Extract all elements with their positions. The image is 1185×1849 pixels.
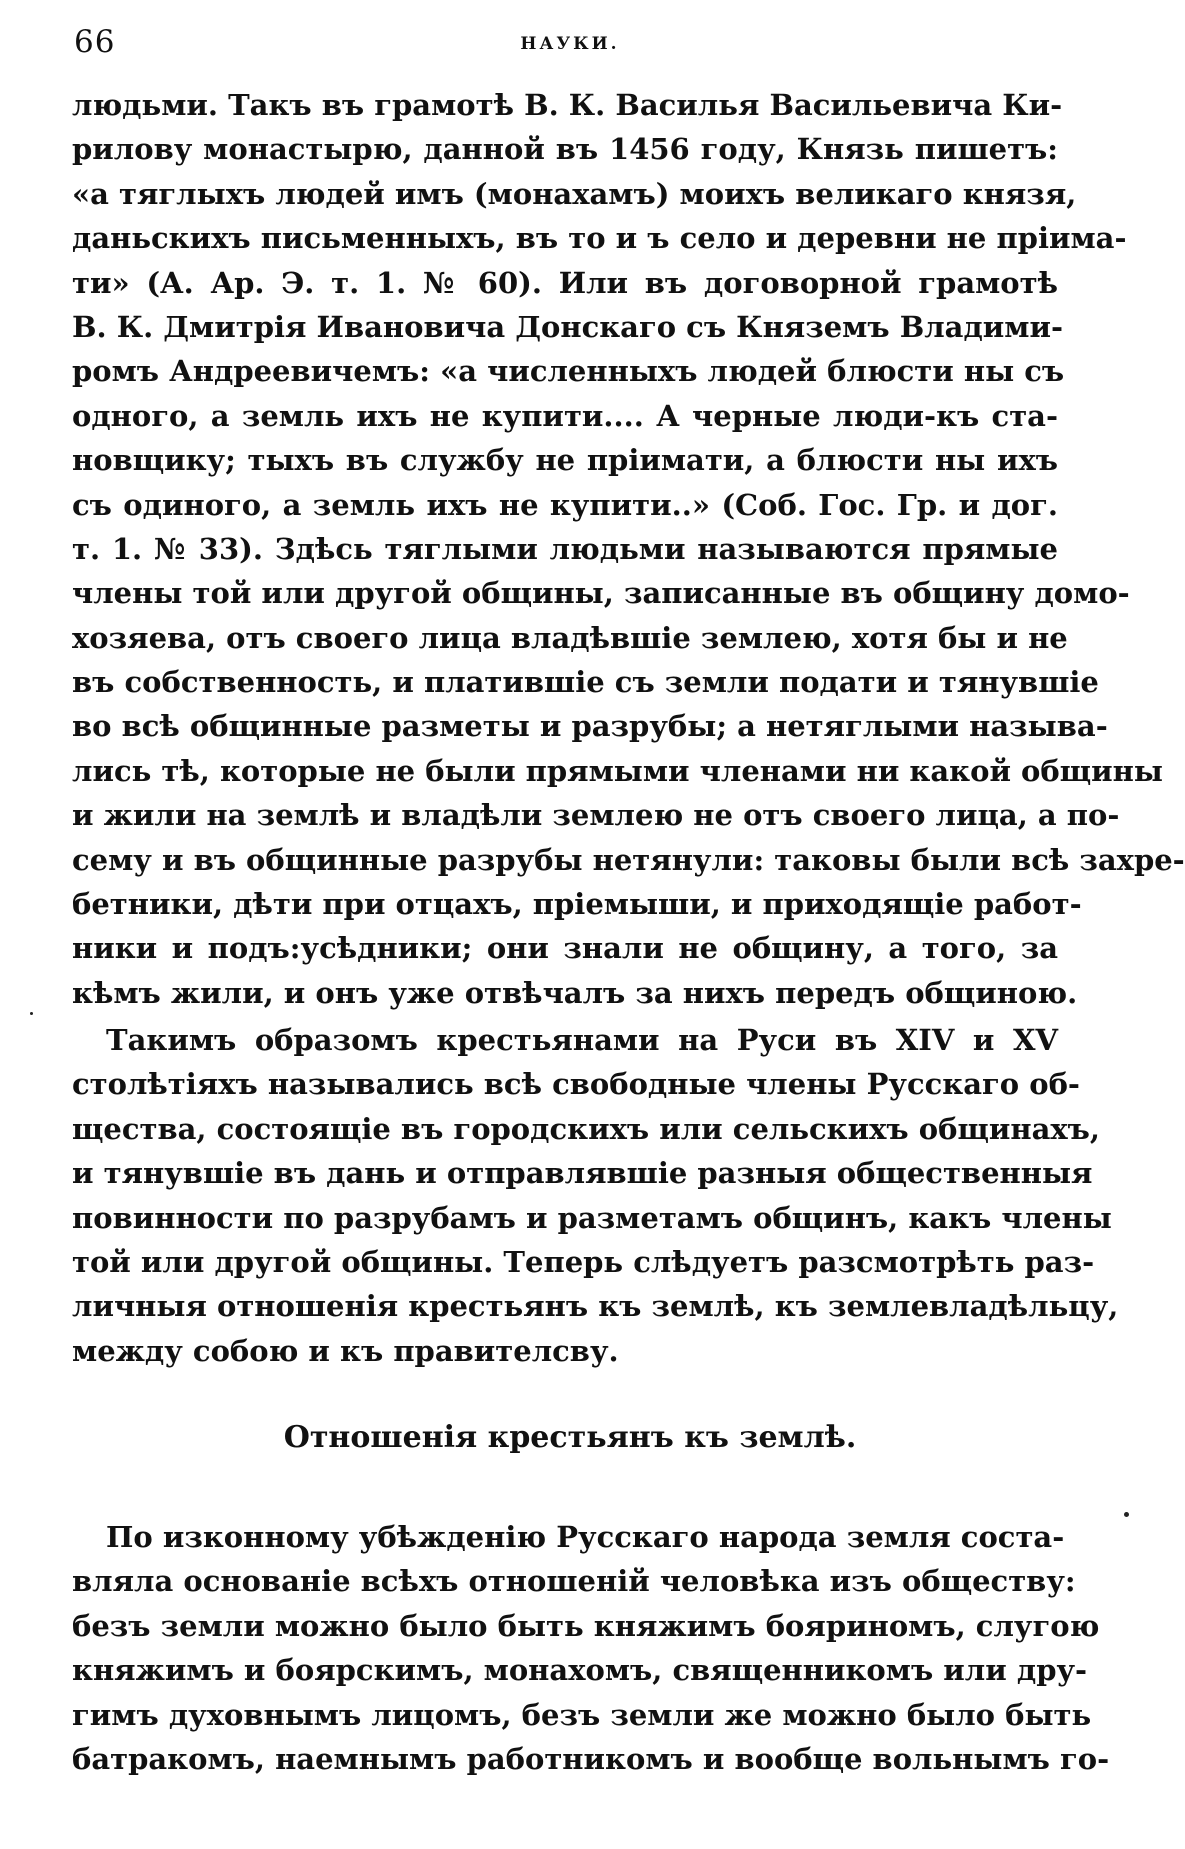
text-line: щества, состоящiе въ городскихъ или сельскихъ общинахъ, [72,1111,1100,1146]
text-line: батракомъ, наемнымъ работникомъ и вообще вольнымъ го- [72,1741,1110,1776]
section-heading: Отношенiя крестьянъ къ землѣ. [283,1420,857,1455]
text-line: «а тяглыхъ людей имъ (монахамъ) моихъ великаго князя, [72,176,1077,211]
text-line: новщику; тыхъ въ службу не прiимати, а блюсти ны ихъ [72,443,1058,478]
paragraph-continued [72,83,1185,1015]
text-line: даньскихъ письменныхъ, въ то и ъ село и деревни не прiима- [72,221,1127,256]
paragraph [72,1515,1110,1781]
text-line: кѣмъ жили, и онъ уже отвѣчалъ за нихъ передъ общиною. [72,975,1078,1010]
text-line: во всѣ общинные разметы и разрубы; а нетяглыми называ- [72,709,1108,744]
text-line: ники и подъ:усѣдники; они знали не общину, а того, за [72,931,1058,966]
text-line: повинности по разрубамъ и разметамъ общинъ, какъ члены [72,1200,1112,1235]
text-line: ти» (А. Ар. Э. т. 1. № 60). Или въ договорной грамотѣ [72,265,1058,300]
text-line: гимъ духовнымъ лицомъ, безъ земли же можно было быть [72,1697,1092,1732]
paragraph [72,1018,1119,1373]
text-line: и тянувшiе въ дань и отправлявшiе разныя общественныя [72,1156,1093,1191]
text-line: вляла основанiе всѣхъ отношенiй человѣка изъ обществу: [72,1564,1076,1599]
text-line: той или другой общины. Теперь слѣдуетъ разсмотрѣть раз- [72,1244,1095,1279]
text-line: ромъ Андреевичемъ: «а численныхъ людей блюсти ны съ [72,354,1065,389]
text-line: одного, а земль ихъ не купити.... А черные люди-къ ста- [72,398,1058,433]
text-line: рилову монастырю, данной въ 1456 году, Князь пишетъ: [72,132,1058,167]
text-line: и жили на землѣ и владѣли землею не отъ своего лица, а по- [72,798,1120,833]
text-line: лись тѣ, которые не были прямыми членами ни какой общины [72,753,1163,788]
text-line: По изконному убѣжденiю Русскаго народа земля соста- [106,1520,1065,1554]
text-line: Такимъ образомъ крестьянами на Руси въ XIV и XV [106,1023,1058,1057]
text-line: безъ земли можно было быть княжимъ бояриномъ, слугою [72,1608,1100,1643]
text-line: т. 1. № 33). Здѣсь тяглыми людьми называются прямые [72,531,1058,566]
print-speck [1124,1512,1129,1517]
text-line: сему и въ общинные разрубы нетянули: таковы были всѣ захре- [72,842,1185,877]
text-line: В. К. Дмитрiя Ивановича Донскаго съ Княземъ Владими- [72,309,1064,344]
text-line: хозяева, отъ своего лица владѣвшiе землею, хотя бы и не [72,620,1068,655]
text-line: людьми. Такъ въ грамотѣ В. К. Василья Васильевича Ки- [72,88,1063,122]
text-line: личныя отношенiя крестьянъ къ землѣ, къ землевладѣльцу, [72,1289,1119,1324]
text-line: съ одиного, а земль ихъ не купити..» (Соб. Гос. Гр. и дог. [72,487,1058,522]
text-line: между собою и къ правителсву. [72,1333,619,1368]
text-line: въ собственность, и платившiе съ земли подати и тянувшiе [72,665,1099,700]
text-line: столѣтiяхъ назывались всѣ свободные члены Русскаго об- [72,1067,1080,1102]
text-line: княжимъ и боярскимъ, монахомъ, священникомъ или дру- [72,1653,1088,1688]
running-head: НАУКИ. [520,34,620,54]
page-number: 66 [74,24,116,60]
print-speck [30,1012,33,1015]
text-line: бетники, дѣти при отцахъ, прiемыши, и приходящiе работ- [72,887,1082,922]
text-line: члены той или другой общины, записанные въ общину домо- [72,576,1130,611]
